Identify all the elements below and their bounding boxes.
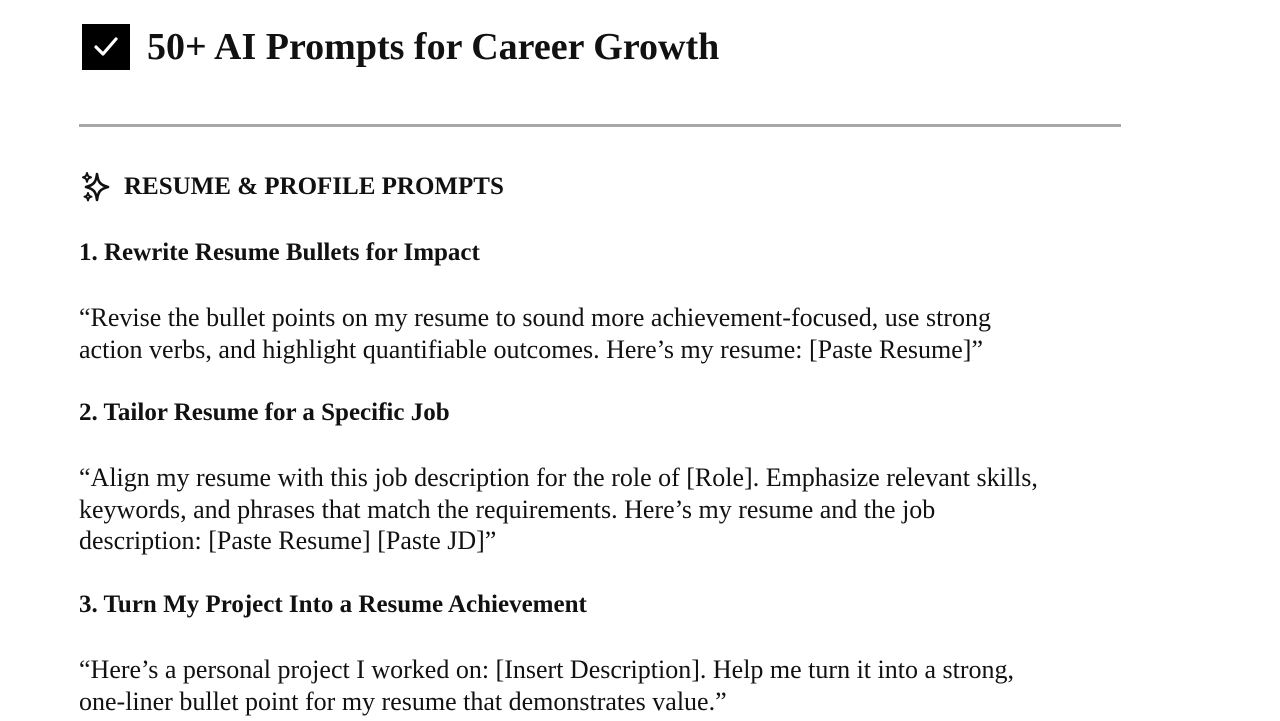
- prompt-text-line: description: [Paste Resume] [Paste JD]”: [79, 526, 497, 555]
- section-title: RESUME & PROFILE PROMPTS: [124, 173, 504, 200]
- prompt-text: [79, 462, 1139, 557]
- prompt-text-line: “Here’s a personal project I worked on: [Insert Description]. Help me turn it into a strong,: [79, 655, 1014, 684]
- prompt-text-line: “Revise the bullet points on my resume to sound more achievement-focused, use strong: [79, 303, 991, 332]
- prompt-text-line: “Align my resume with this job description for the role of [Role]. Emphasize relevant skills,: [79, 463, 1038, 492]
- prompt-text: [79, 654, 1139, 717]
- check-box-icon: [82, 24, 130, 70]
- prompt-text-line: action verbs, and highlight quantifiable outcomes. Here’s my resume: [Paste Resume]”: [79, 334, 983, 364]
- prompt-heading: 3. Turn My Project Into a Resume Achievement: [79, 591, 587, 618]
- document-title: 50+ AI Prompts for Career Growth: [147, 26, 720, 68]
- title-row: [82, 24, 719, 70]
- prompt-text-line: one-liner bullet point for my resume that demonstrates value.”: [79, 686, 727, 716]
- prompt-heading: 1. Rewrite Resume Bullets for Impact: [79, 239, 480, 266]
- prompt-text: [79, 302, 1139, 365]
- sparkle-icon: [80, 170, 114, 204]
- prompt-heading: 2. Tailor Resume for a Specific Job: [79, 399, 450, 426]
- horizontal-divider: [79, 124, 1121, 127]
- prompt-text-line: keywords, and phrases that match the requirements. Here’s my resume and the job: [79, 494, 936, 524]
- section-header: [80, 170, 504, 204]
